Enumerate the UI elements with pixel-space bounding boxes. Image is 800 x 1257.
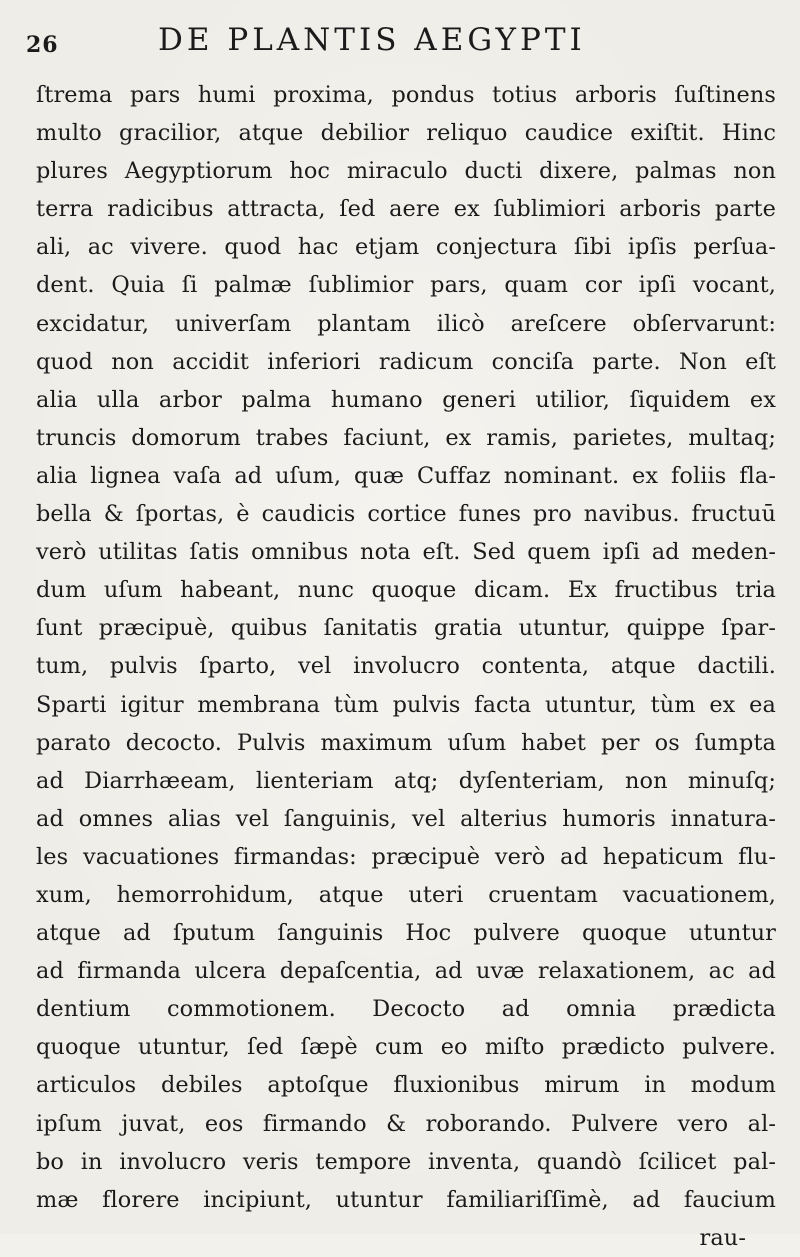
text-line: bo in involucro veris tempore inventa, quandò ſcilicet pal- (36, 1148, 776, 1175)
text-line: les vacuationes firmandas: præcipuè verò ad hepaticum flu- (36, 843, 776, 870)
running-head: DE PLANTIS AEGYPTI (158, 22, 586, 58)
text-line: Sparti igitur membrana tùm pulvis facta utuntur, tùm ex ea (36, 691, 776, 718)
text-line: dentium commotionem. Decocto ad omnia prædicta (36, 996, 776, 1023)
text-line: mæ florere incipiunt, utuntur familiariſſimè, ad faucium (36, 1186, 776, 1213)
body-text (36, 76, 776, 1257)
text-line: dum uſum habeant, nunc quoque dicam. Ex fructibus tria (36, 577, 776, 604)
text-line: ſunt præcipuè, quibus ſanitatis gratia utuntur, quippe ſpar- (36, 615, 776, 642)
text-line: parato decocto. Pulvis maximum uſum habet per os ſumpta (36, 729, 776, 756)
text-line: ad omnes alias vel ſanguinis, vel alterius humoris innatura- (36, 805, 776, 832)
text-line: articulos debiles aptoſque fluxionibus mirum in modum (36, 1072, 776, 1099)
text-line: ad Diarrhæeam, lienteriam atq; dyſenteriam, non minuſq; (36, 767, 776, 794)
text-line: quoque utuntur, ſed ſæpè cum eo miſto prædicto pulvere. (36, 1034, 776, 1061)
text-line: bella & ſportas, è caudicis cortice funes pro navibus. fructuū (36, 501, 776, 528)
text-line: atque ad ſputum ſanguinis Hoc pulvere quoque utuntur (36, 920, 776, 947)
text-line: quod non accidit inferiori radicum conciſa parte. Non eſt (36, 348, 776, 375)
text-line: ipſum juvat, eos firmando & roborando. Pulvere vero al- (36, 1110, 776, 1137)
text-line: truncis domorum trabes faciunt, ex ramis, parietes, multaq; (36, 424, 776, 451)
text-line: excidatur, univerſam plantam ilicò areſcere obſervarunt: (36, 310, 776, 337)
text-line: tum, pulvis ſparto, vel involucro contenta, atque dactili. (36, 653, 776, 680)
text-line: alia ulla arbor palma humano generi utilior, ſiquidem ex (36, 386, 776, 413)
text-line: ad firmanda ulcera depaſcentia, ad uvæ relaxationem, ac ad (36, 958, 776, 985)
text-line: xum, hemorrohidum, atque uteri cruentam vacuationem, (36, 881, 776, 908)
text-line: plures Aegyptiorum hoc miraculo ducti dixere, palmas non (36, 158, 776, 185)
text-line: verò utilitas ſatis omnibus nota eſt. Sed quem ipſi ad meden- (36, 539, 776, 566)
text-line: multo gracilior, atque debilior reliquo caudice exiſtit. Hinc (36, 120, 776, 147)
text-line: terra radicibus attracta, ſed aere ex ſublimiori arboris parte (36, 196, 776, 223)
page-header (22, 22, 782, 66)
text-line: ali, ac vivere. quod hac etjam conjectura ſibi ipſis perſua- (36, 234, 776, 261)
text-line: dent. Quia ſi palmæ ſublimior pars, quam cor ipſi vocant, (36, 272, 776, 299)
page-number: 26 (26, 32, 59, 58)
text-line: alia lignea vaſa ad uſum, quæ Cuffaz nominant. ex foliis fla- (36, 462, 776, 489)
catchword: rau- (699, 1224, 746, 1251)
text-line: ſtrema pars humi proxima, pondus totius arboris ſuſtinens (36, 82, 776, 108)
